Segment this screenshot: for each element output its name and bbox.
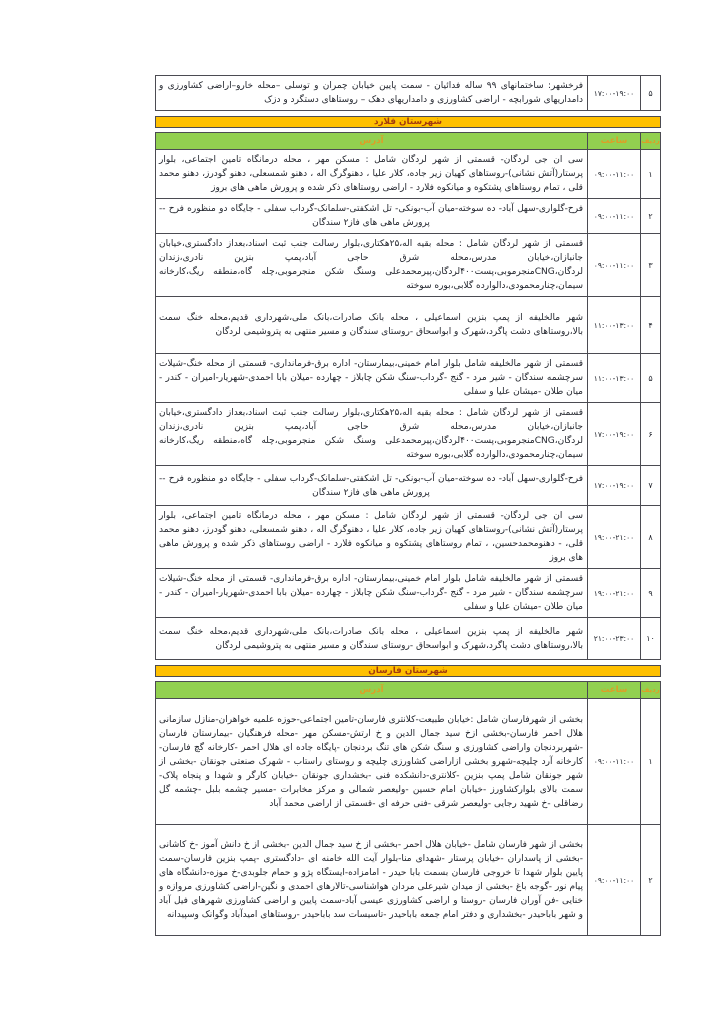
row-index-cell: ۵: [648, 373, 653, 383]
column-header-time: ساعت: [587, 682, 641, 698]
address-cell: بخشی از شهر فارسان شامل -خیابان هلال احمر -بخشی از خ سید جمال الدین -بخشی از خ دانش آموز -خ کاشانی -بخشی از پاسداران -خیابان پرستار -شهدای منا-بلوار آیت الله خامنه ای -دادگستری -پمپ بنزین فارسان-سمت پایین بلوار شهدا تا خروجی فارسان بسمت بابا حیدر - امامزاده-ایستگاه پژو و حمام جلوبدی-خ موزه-دانشگاه های پیام نور -گوجه باغ -بخشی از میدان شیرعلی مردان هواشناسی-تالارهای احمدی و نگین-اراضی کشاورزی مروازه و خنایی -فن آوران فارسان -روستا و اراضی کشاورزی عیسی آباد-سمت پایین و اراضی کشاورزی شهرهای فیل آباد و شهر باباحیدر -بخشداری و دفتر امام جمعه باباحیدر -تاسیسات سد باباحیدر -روستاهای امیدآباد وگوانک وسپیدانه: [159, 840, 583, 920]
address-cell: سی ان جی لردگان- قسمتی از شهر لردگان شامل : مسکن مهر ، محله درمانگاه تامین اجتماعی، بلوار پرستار(آتش نشانی)-روستاهای کهیان زیر جاده، کلار علیا ، دهنوگرگ اله ، دهنو شمسعلی، دهنو گودرز، دهنو محمد قلی ، تمام روستاهای پشتکوه و میانکوه فلارد - اراضی روستاهای ذکر شده و پرورش ماهی های بروز: [159, 155, 583, 193]
address-cell: شهر مالخلیفه از پمپ بنزین اسماعیلی ، محله بانک صادرات،بانک ملی،شهرداری قدیم،محله خنگ سمت بالا،روستاهای دشت پاگرد،شهرک و ابواسحاق -روستای سندگان و مسیر منتهی به پتروشیمی لردگان: [159, 626, 583, 651]
table-row: [155, 569, 661, 618]
section-rows: [155, 150, 661, 660]
table-row: [155, 75, 661, 111]
address-cell: قسمتی از شهر لردگان شامل : محله بقیه اله،۲۵هکتاری،بلوار رسالت جنب ثبت اسناد،بعداز دادگستری،خیابان جانبازان،خیابان مدرس،محله شرق حاجی آباد،پمپ بنزین نادری،زندان لردگان،CNGمنجرموبی،پست۴۰۰لردگان،پیرمحمدعلی وسنگ شکن منجرموبی،چله گاه،منطقه ریگ،کارخانه سیمان،چنارمحمودی،دالوارده گلابی،بوره سوخته: [159, 239, 584, 291]
address-cell: فرح-گلواری-سهل آباد- ده سوخته-میان آب-بونکی- تل اشکفتی-سلمانک-گرداب سفلی - جایگاه دو منظوره فرح -- پرورش ماهی های فاز۲ سندگان: [159, 204, 583, 228]
section-rows: [155, 75, 661, 111]
time-cell: ۱۷:۰۰-۱۹:۰۰: [587, 76, 641, 110]
address-cell: قسمتی از شهر مالخلیفه شامل بلوار امام خمینی،بیمارستان- اداره برق-فرمانداری- قسمتی از محله خنگ-شیلات سرچشمه سندگان - شیر مرد - گنج -گرداب-سنگ شکن چابلاز - چهارده -میلان بابا احمدی-شهریار-امیران - کندر - میان طلان -میشان علیا و سفلی: [159, 574, 583, 612]
row-index-cell: ۹: [648, 588, 653, 598]
row-index-cell: ۷: [648, 481, 653, 490]
row-index-cell: ۱: [648, 757, 653, 766]
section-header-band: [155, 665, 661, 677]
table-row: [155, 466, 661, 506]
time-cell: ۰۹:۰۰-۱۱:۰۰: [587, 825, 641, 935]
table-row: [155, 150, 661, 199]
table-row: [155, 354, 661, 403]
time-cell: ۰۹:۰۰-۱۱:۰۰: [587, 199, 641, 233]
address-cell: شهر مالخلیفه از پمپ بنزین اسماعیلی ، محله بانک صادرات،بانک ملی،شهرداری قدیم،محله خنگ سمت بالا،روستاهای دشت پاگرد،شهرک و ابواسحاق -روستای سندگان و مسیر منتهی به پتروشیمی لردگان: [159, 313, 583, 337]
section-title: شهرستان فلارد: [373, 116, 443, 127]
table-row: [155, 297, 661, 354]
table-row: [155, 199, 661, 234]
address-cell: فرح-گلواری-سهل آباد- ده سوخته-میان آب-بونکی- تل اشکفتی-سلمانک-گرداب سفلی - جایگاه دو منظوره فرح -- پرورش ماهی های فاز۲ سندگان: [159, 473, 583, 498]
row-index-cell: ۶: [648, 429, 653, 439]
columns-header-row: [155, 681, 661, 699]
row-index-cell: ۳: [648, 260, 653, 270]
section-rows: [155, 699, 661, 936]
time-cell: ۰۹:۰۰-۱۱:۰۰: [587, 150, 641, 198]
time-cell: ۱۱:۰۰-۱۳:۰۰: [587, 297, 641, 353]
address-cell: سی ان جی لردگان- قسمتی از شهر لردگان شامل : مسکن مهر ، محله درمانگاه تامین اجتماعی، بلوار پرستار(آتش نشانی)-روستاهای کهیان زیر جاده، کلار علیا ، دهنوگرگ اله ، دهنو شمسعلی، دهنو گودرز، دهنو محمد قلی، - دهنومحمدحسین، ، تمام روستاهای پشتکوه و میانکوه فلارد - اراضی روستاهای ذکر شده و پرورش ماهی های بروز: [159, 511, 583, 563]
row-index-cell: ۲: [648, 875, 653, 885]
row-index-cell: ۴: [648, 320, 653, 330]
row-index-cell: ۲: [648, 211, 653, 221]
section-header-band: [155, 116, 661, 128]
table-row: [155, 825, 661, 936]
time-cell: ۱۹:۰۰-۲۱:۰۰: [587, 569, 641, 617]
address-cell: بخشی از شهرفارسان شامل :خیابان طبیعت-کلانتری فارسان-تامین اجتماعی-حوزه علمیه خواهران-منازل سازمانی هلال احمر فارسان-بخشی ازخ سید جمال الدین و خ ارتش-مسکن مهر -محله فرهنگیان -بیمارستان فارسان -شهربردنجان واراضی کشاورزی و سنگ شکن های تنگ بردنجان -پایگاه جاده ای هلال احمر -کارخانه گچ فارسان-کارخانه آرد چلیچه-شهرو بخشی ازاراضی کشاورزی چلیچه و روستای راستاب - شهرک صنعتی جونقان -بخشی از شهر جونقان شامل پمپ بنزین -کلانتری-دانشکده فنی -بخشداری جونقان -خیابان کارگر و شهدا و پنجاه پلاک- سمت بالای بلوارکشاورز -خیابان امام حسین -ولیعصر شمالی و مرکز مخابرات -مسیر چشمه بلبل -چشمه گل رضاقلی -خ شهید رجایی -ولیعصر شرقی -فنی حرفه ای -قسمتی از اراضی محمد آباد: [159, 714, 583, 809]
table-row: [155, 403, 661, 466]
table-row: [155, 699, 661, 825]
row-index-cell: ۱: [648, 169, 653, 179]
time-cell: ۰۹:۰۰-۱۱:۰۰: [587, 234, 641, 296]
time-cell: ۱۱:۰۰-۱۳:۰۰: [587, 354, 641, 402]
address-cell: فرخشهر: ساختمانهای ۹۹ ساله فدائیان - سمت پایین خیابان چمران و توسلی –محله خارو–اراضی کشاورزی و دامداریهای شورابچه - اراضی کشاورزی و دامداریهای دهک – روستاهای دستگرد و دزک: [159, 81, 583, 105]
table-sections: [155, 75, 661, 936]
table-row: [155, 234, 661, 297]
time-cell: ۰۹:۰۰-۱۱:۰۰: [587, 699, 641, 824]
columns-header-row: [155, 132, 661, 150]
column-header-address: آدرس: [359, 136, 384, 146]
time-cell: ۱۷:۰۰-۱۹:۰۰: [587, 466, 641, 505]
column-header-time: ساعت: [587, 133, 641, 149]
row-index-cell: ۵: [648, 88, 653, 98]
column-header-index: ردیف: [641, 137, 660, 145]
column-header-address: آدرس: [359, 685, 384, 695]
time-cell: ۱۹:۰۰-۲۱:۰۰: [587, 506, 641, 568]
row-index-cell: ۸: [648, 532, 653, 542]
time-cell: ۱۷:۰۰-۱۹:۰۰: [587, 403, 641, 465]
table-row: [155, 618, 661, 660]
outage-schedule-table: [155, 75, 661, 936]
table-row: [155, 506, 661, 569]
time-cell: ۲۱:۰۰-۲۳:۰۰: [587, 618, 641, 659]
column-header-index: ردیف: [641, 686, 660, 694]
section-title: شهرستان فارسان: [368, 665, 448, 676]
address-cell: قسمتی از شهر مالخلیفه شامل بلوار امام خمینی،بیمارستان- اداره برق-فرمانداری- قسمتی از محله خنگ-شیلات سرچشمه سندگان - شیر مرد - گنج -گرداب-سنگ شکن چابلاز - چهارده -میلان بابا احمدی-شهریار-امیران - کندر - میان طلان -میشان علیا و سفلی: [159, 359, 583, 397]
address-cell: قسمتی از شهر لردگان شامل : محله بقیه اله،۲۵هکتاری،بلوار رسالت جنب ثبت اسناد،بعداز دادگستری،خیابان جانبازان،خیابان مدرس،محله شرق حاجی آباد،پمپ بنزین نادری،زندان لردگان،CNGمنجرموبی،پست۴۰۰لردگان،پیرمحمدعلی وسنگ شکن منجرموبی،چله گاه،منطقه ریگ،کارخانه سیمان،چنارمحمودی،دالوارده گلابی،بوره سوخته: [159, 408, 584, 460]
row-index-cell: ۱۰: [646, 634, 655, 643]
